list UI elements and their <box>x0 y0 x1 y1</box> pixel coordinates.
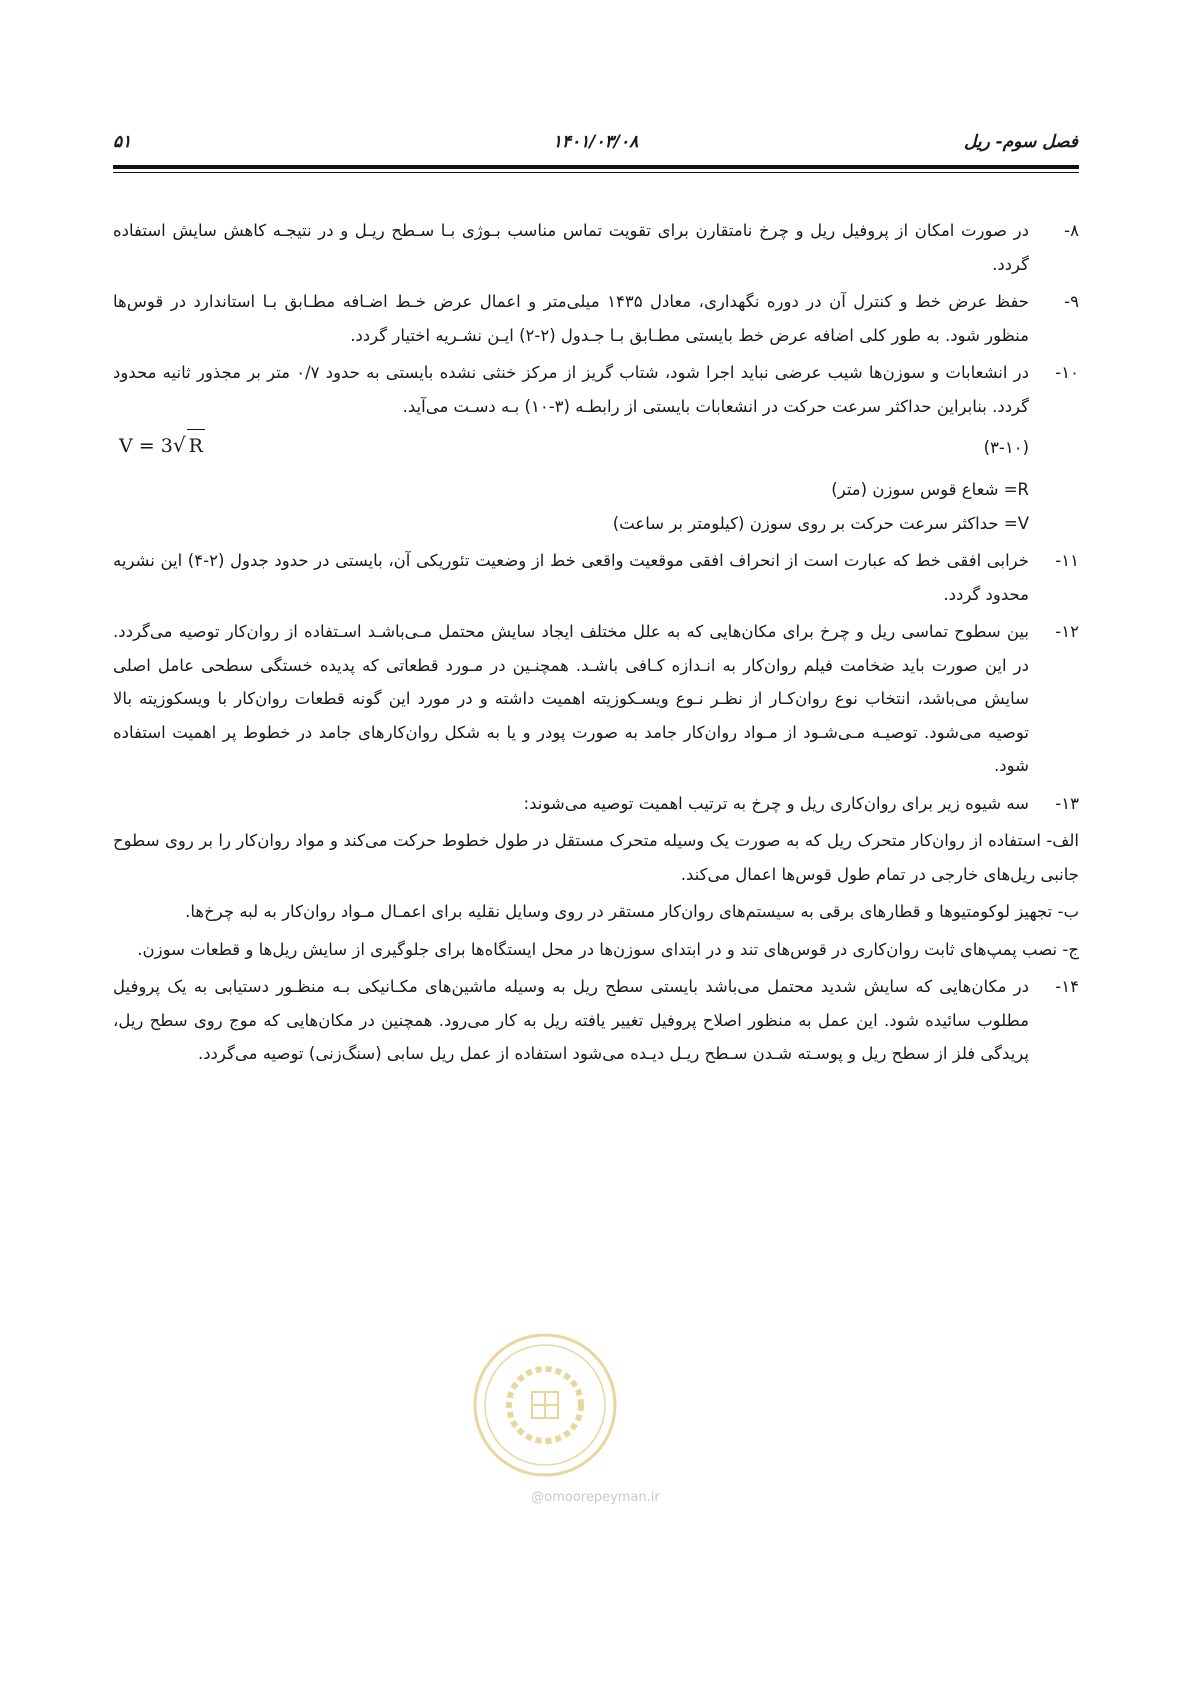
watermark-logo-icon <box>470 1330 620 1480</box>
header-rule-thick <box>113 165 1079 169</box>
sub-item-jim: ج- نصب پمپ‌های ثابت روان‌کاری در قوس‌های تند و در ابتدای سوزن‌ها در محل ایستگاه‌ها برای جلوگیری از سایش ریل‌ها و قطعات سوزن. <box>137 939 1079 959</box>
equation-row <box>113 427 1079 467</box>
definition-r: R= شعاع قوس سوزن (متر) <box>831 480 1029 499</box>
list-item-14 <box>113 970 1079 1071</box>
equation <box>119 429 205 464</box>
item-number: ۹- <box>1064 292 1079 311</box>
variable-definitions <box>113 473 1079 540</box>
item-number: ۸- <box>1064 221 1079 240</box>
list-item-13 <box>113 787 1079 821</box>
item-text: در مکان‌هایی که سایش شدید محتمل می‌باشد بایستی سطح ریل به وسیله ماشین‌های مکـانیکی بـه منظـور دستیابی به یک پروفیل مطلوب سائیده شود. این عمل به منظور اصلاح پروفیل تغییر یافته ریل به کار می‌رود. همچنین در مکان‌هایی که موج روی سطح ریل، پریدگی فلز از سطح ریل و پوسـته شـدن سـطح ریـل دیـده می‌شود استفاده از عمل ریل سابی (سنگ‌زنی) توصیه می‌گردد. <box>113 977 1029 1063</box>
item-text: در انشعابات و سوزن‌ها شیب عرضی نباید اجرا شود، شتاب گریز از مرکز خنثی نشده بایستی به حدود ۰/۷ متر بر مجذور ثانیه محدود گردد. بنابراین حداکثر سرعت حرکت در انشعابات بایستی از رابطـه (۳-۱۰) بـه دسـت می‌آید. <box>113 363 1029 416</box>
list-item-8 <box>113 214 1079 281</box>
definition-v: V= حداکثر سرعت حرکت بر روی سوزن (کیلومتر بر ساعت) <box>612 513 1029 533</box>
item-text: بین سطوح تماسی ریل و چرخ برای مکان‌هایی که به علل مختلف ایجاد سایش محتمل مـی‌باشـد اسـتفاده از روان‌کار توصیه می‌گردد. در این صورت باید ضخامت فیلم روان‌کار به انـدازه کـافی باشـد. همچنـین در مـورد قطعاتی که پدیده خستگی سطحی عامل اصلی سایش می‌باشد، انتخاب نوع روان‌کـار از نظـر نـوع ویسـکوزیته اهمیت داشته و در مورد این گونه قطعات روان‌کار با ویسکوزیته بالا توصیه می‌شود. توصیـه مـی‌شـود از مـواد روان‌کار جامد به صورت پودر و یا به شکل روان‌کارهای جامد در خطوط پر اهمیت استفاده شود. <box>113 622 1029 775</box>
item-number: ۱۲- <box>1055 622 1079 641</box>
radical-sign-icon: √ <box>172 433 186 457</box>
list-item-9 <box>113 285 1079 352</box>
item-number: ۱۰- <box>1055 363 1079 382</box>
list-item-11 <box>113 544 1079 611</box>
header-date: ۱۴۰۱/۰۳/۰۸ <box>552 132 639 152</box>
item-text: سه شیوه زیر برای روان‌کاری ریل و چرخ به ترتیب اهمیت توصیه می‌شوند: <box>523 793 1029 813</box>
item-number: ۱۴- <box>1055 977 1079 996</box>
item-text: در صورت امکان از پروفیل ریل و چرخ نامتقارن برای تقویت تماس مناسب بـوژی بـا سـطح ریـل و در نتیجـه کاهش سایش استفاده گردد. <box>113 221 1029 274</box>
item-text: حفظ عرض خط و کنترل آن در دوره نگهداری، معادل ۱۴۳۵ میلی‌متر و اعمال عرض خـط اضـافه مطـابق بـا استاندارد در قوس‌ها منظور شود. به طور کلی اضافه عرض خط بایستی مطـابق بـا جـدول (۲-۲) ایـن نشـریه اختیار گردد. <box>113 292 1029 345</box>
equation-lhs: V = 3 <box>119 435 173 457</box>
list-item-10 <box>113 356 1079 423</box>
sub-item-alef: الف- استفاده از روان‌کار متحرک ریل که به صورت یک وسیله متحرک مستقل در طول خطوط حرکت می‌کند و مواد روان‌کار را بر روی سطوح جانبی ریل‌های خارجی در تمام طول قوس‌ها اعمال می‌کند. <box>113 831 1079 884</box>
equation-number: (۳-۱۰) <box>983 438 1029 457</box>
header-rule-thin <box>113 172 1079 173</box>
watermark-url: @omoorepeyman.ir <box>531 1490 660 1505</box>
document-body <box>113 214 1079 1075</box>
item-text: خرابی افقی خط که عبارت است از انحراف افقی موقعیت واقعی خط از وضعیت تئوریکی آن، بایستی در حدود جدول (۲-۴) این نشریه محدود گردد. <box>113 551 1029 604</box>
sub-item-be: ب- تجهیز لوکومتیوها و قطارهای برقی به سیستم‌های روان‌کار مستقر در روی وسایل نقلیه برای اعمـال مـواد روان‌کار به لبه چرخ‌ها. <box>185 902 1079 921</box>
equation-radicand: R <box>187 429 205 464</box>
page-number: ۵۱ <box>113 132 132 152</box>
item-number: ۱۱- <box>1055 551 1079 570</box>
list-item-12 <box>113 615 1079 783</box>
item-number: ۱۳- <box>1055 793 1079 813</box>
chapter-title: فصل سوم- ریل <box>963 132 1078 152</box>
